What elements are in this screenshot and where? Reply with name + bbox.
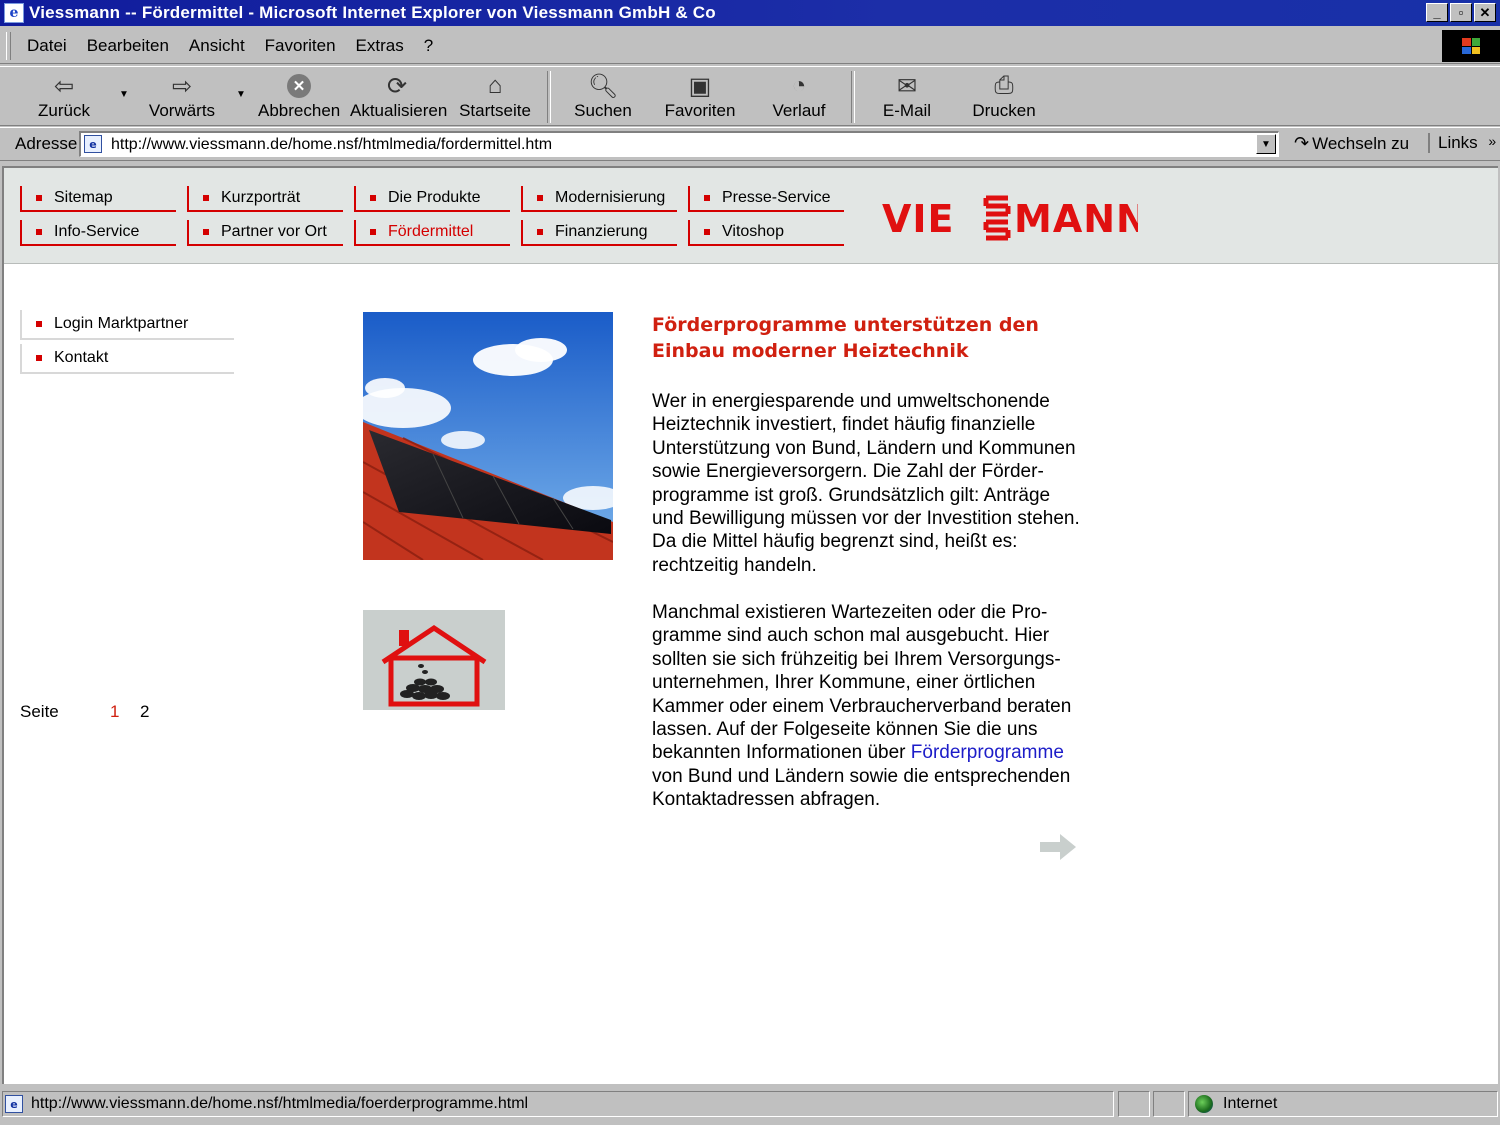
links-button[interactable]: Links » [1428, 133, 1496, 153]
go-button[interactable]: ↷ Wechseln zu [1294, 133, 1410, 153]
nav-foerdermittel[interactable]: Fördermittel [354, 220, 510, 246]
forward-arrow-icon: ⇨ [171, 72, 193, 100]
maximize-button[interactable]: ▫ [1450, 3, 1472, 22]
menu-favoriten[interactable]: Favoriten [264, 35, 336, 55]
bullet-icon [203, 195, 209, 201]
nav-vitoshop[interactable]: Vitoshop [688, 220, 844, 246]
sidebar-login-marktpartner[interactable]: Login Marktpartner [20, 310, 234, 340]
bullet-icon [36, 355, 42, 361]
ie-icon: e [4, 3, 24, 23]
favorites-button[interactable]: ▣ Favoriten [662, 71, 738, 121]
page-2-link[interactable]: 2 [140, 702, 150, 721]
bullet-icon [36, 229, 42, 235]
nav-modernisierung[interactable]: Modernisierung [521, 186, 677, 212]
top-navigation [4, 168, 1498, 264]
chevron-right-icon: » [1488, 133, 1497, 149]
page-headline: Förderprogramme unterstützen den Einbau moderner Heiztechnik [652, 314, 1039, 362]
address-bar [0, 127, 1500, 161]
refresh-button[interactable]: ⟳ Aktualisieren [350, 72, 448, 120]
nav-finanzierung[interactable]: Finanzierung [521, 220, 677, 246]
page-navigation [20, 702, 150, 722]
page-1-link[interactable]: 1 [110, 702, 120, 721]
mail-icon: ✉ [896, 72, 918, 100]
bullet-icon [370, 195, 376, 201]
status-url: http://www.viessmann.de/home.nsf/htmlmedia/foerderprogramme.html [31, 1095, 529, 1112]
stop-icon: ✕ [258, 71, 340, 101]
sidebar-kontakt[interactable]: Kontakt [20, 344, 234, 374]
home-icon: ⌂ [487, 72, 503, 99]
info-paragraph: Manchmal existieren Wartezeiten oder die Pro- gramme sind auch schon mal ausgebucht. Hier sollten sie sich frühzeitig bei Ihrem Versorgungs- unternehmen, Ihrer Kommune, einer örtlichen Kammer oder einem Verbraucherverband beraten lassen. Auf der Folgeseite können Sie die uns bekannten Informationen über Förderprogramme von Bund und Ländern sowie die entsprechenden Kontaktadressen abfragen. [652, 602, 1072, 811]
address-label: Adresse [15, 134, 78, 153]
refresh-icon: ⟳ [386, 72, 408, 100]
viessmann-logo[interactable] [882, 190, 1138, 256]
viessmann-logo-graphic [882, 190, 1138, 246]
bullet-icon [36, 321, 42, 327]
address-url[interactable]: http://www.viessmann.de/home.nsf/htmlmedia/fordermittel.htm [111, 136, 553, 153]
page-icon: e [84, 135, 102, 153]
nav-kurzportraet[interactable]: Kurzporträt [187, 186, 343, 212]
windows-logo-icon [1442, 30, 1500, 62]
back-arrow-icon: ⇦ [53, 72, 75, 100]
nav-partner-vor-ort[interactable]: Partner vor Ort [187, 220, 343, 246]
bullet-icon [537, 229, 543, 235]
bullet-icon [370, 229, 376, 235]
mail-button[interactable]: ✉ E-Mail [874, 71, 940, 121]
home-button[interactable]: ⌂ Startseite [459, 72, 531, 120]
stop-button[interactable]: ✕ Abbrechen [258, 71, 340, 121]
history-button[interactable]: ◔ Verlauf [768, 71, 830, 121]
foerderprogramme-link[interactable]: Förderprogramme [910, 742, 1064, 764]
menu-bar [0, 28, 1500, 64]
search-button[interactable]: 🔍︎ Suchen [568, 71, 638, 121]
status-bar [0, 1087, 1500, 1125]
page-content [2, 166, 1498, 1084]
page-icon: e [5, 1095, 23, 1113]
svg-text:MANN: MANN [1014, 197, 1138, 241]
bullet-icon [203, 229, 209, 235]
search-icon: 🔍︎ [587, 72, 619, 100]
nav-presse-service[interactable]: Presse-Service [688, 186, 844, 212]
go-arrow-icon: ↷ [1294, 133, 1310, 153]
nav-sitemap[interactable]: Sitemap [20, 186, 176, 212]
printer-icon: ⎙ [994, 72, 1014, 99]
globe-icon [1195, 1095, 1213, 1113]
intro-paragraph: Wer in energiesparende und umweltschonende Heiztechnik investiert, findet häufig finanzielle Unterstützung von Bund, Ländern und Kommunen sowie Energieversorgern. Die Zahl der Förder- programme ist groß. Grundsätzlich gilt: Anträge und Bewilligung müssen vor der Investition stehen. Da die Mittel häufig begrenzt sind, heißt es: rechtzeitig handeln. [652, 391, 1080, 576]
status-url-panel [2, 1091, 1114, 1117]
pager-label: Seite [20, 702, 59, 721]
back-dropdown-icon[interactable]: ▼ [119, 89, 129, 100]
menu-bearbeiten[interactable]: Bearbeiten [86, 35, 169, 55]
menu-help[interactable]: ? [423, 35, 434, 55]
next-page-arrow-icon[interactable] [1040, 834, 1076, 865]
history-icon: ◔ [791, 72, 807, 99]
favorites-folder-icon: ▣ [688, 72, 712, 100]
menu-datei[interactable]: Datei [27, 35, 67, 55]
window-title: Viessmann -- Fördermittel - Microsoft Internet Explorer von Viessmann GmbH & Co [29, 3, 716, 22]
solar-roof-photo [363, 312, 613, 560]
security-zone: Internet [1188, 1091, 1498, 1117]
nav-die-produkte[interactable]: Die Produkte [354, 186, 510, 212]
bullet-icon [36, 195, 42, 201]
forward-dropdown-icon[interactable]: ▼ [236, 89, 246, 100]
bullet-icon [704, 229, 710, 235]
bullet-icon [537, 195, 543, 201]
house-pellets-image [363, 610, 505, 710]
title-bar [0, 0, 1500, 26]
forward-button[interactable]: ⇨ Vorwärts [146, 71, 218, 121]
close-button[interactable]: ✕ [1474, 3, 1496, 22]
svg-text:VIE: VIE [882, 197, 955, 241]
address-dropdown-icon[interactable]: ▼ [1256, 134, 1276, 154]
print-button[interactable]: ⎙ Drucken [968, 71, 1040, 121]
back-button[interactable]: ⇦ Zurück [30, 71, 98, 121]
menu-ansicht[interactable]: Ansicht [188, 35, 245, 55]
nav-info-service[interactable]: Info-Service [20, 220, 176, 246]
minimize-button[interactable]: _ [1426, 3, 1448, 22]
menu-extras[interactable]: Extras [355, 35, 404, 55]
address-input[interactable] [79, 131, 1279, 157]
bullet-icon [704, 195, 710, 201]
standard-toolbar [0, 66, 1500, 126]
